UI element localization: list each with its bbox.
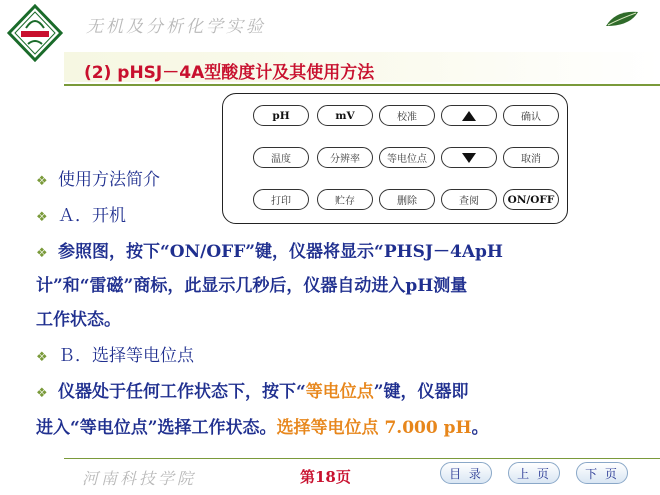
paragraph-isopotential-1 [36, 380, 469, 406]
key-on-off: ON/OFF [503, 189, 559, 210]
paragraph-isopotential-2 [36, 416, 489, 440]
slide-title: (2) pHSJ－4A型酸度计及其使用方法 [84, 63, 375, 83]
leaf-icon [604, 8, 642, 30]
paragraph-power-on-1 [36, 240, 503, 266]
arrow-down-icon [462, 153, 476, 163]
school-name: 河南科技学院 [82, 469, 197, 488]
bullet-select-isopotential [36, 344, 194, 370]
key-review: 查阅 [441, 189, 497, 210]
key-ph: pH [253, 105, 309, 126]
paragraph-text: 仪器处于任何工作状态下，按下“ [58, 382, 306, 402]
toc-button[interactable]: 目 录 [440, 462, 492, 484]
bullet-icon: ❖ [36, 174, 48, 189]
key-delete: 删除 [379, 189, 435, 210]
paragraph-text: 进入“等电位点”选择工作状态。 [36, 418, 277, 438]
paragraph-power-on-3: 工作状态。 [36, 310, 121, 330]
key-print: 打印 [253, 189, 309, 210]
key-temperature: 温度 [253, 147, 309, 168]
key-mv: mV [317, 105, 373, 126]
bullet-text: 使用方法简介 [58, 170, 160, 190]
page-number: 第18页 [300, 468, 351, 486]
course-title: 无机及分析化学实验 [86, 17, 266, 37]
paragraph-text: 参照图，按下“ON/OFF”键，仪器将显示“PHSJ－4ApH [58, 242, 503, 262]
bullet-text: Ｂ．选择等电位点 [58, 346, 194, 366]
key-store: 贮存 [317, 189, 373, 210]
footer-divider [64, 458, 660, 459]
key-confirm: 确认 [503, 105, 559, 126]
bullet-text: Ａ．开机 [58, 206, 126, 226]
paragraph-power-on-2: 计”和“雷磁”商标，此显示几秒后，仪器自动进入pH测量 [36, 276, 468, 296]
highlight-isopotential-value: 选择等电位点 7.000 pH [276, 418, 472, 438]
paragraph-text: 。 [471, 418, 489, 438]
key-resolution: 分辨率 [317, 147, 373, 168]
key-up [441, 105, 497, 126]
prev-page-button[interactable]: 上 页 [508, 462, 560, 484]
school-logo [6, 4, 64, 62]
key-isopotential: 等电位点 [379, 147, 435, 168]
bullet-icon: ❖ [36, 350, 48, 365]
key-cancel: 取消 [503, 147, 559, 168]
key-down [441, 147, 497, 168]
bullet-icon: ❖ [36, 246, 48, 261]
highlight-key-name: 等电位点 [305, 382, 374, 402]
bullet-usage-intro [36, 168, 160, 194]
arrow-up-icon [462, 111, 476, 121]
ph-meter-keypad [222, 93, 568, 224]
bullet-power-on [36, 204, 126, 230]
title-divider [64, 84, 660, 86]
key-calibrate: 校准 [379, 105, 435, 126]
paragraph-text: ”键，仪器即 [373, 382, 469, 402]
next-page-button[interactable]: 下 页 [576, 462, 628, 484]
bullet-icon: ❖ [36, 210, 48, 225]
bullet-icon: ❖ [36, 386, 48, 401]
